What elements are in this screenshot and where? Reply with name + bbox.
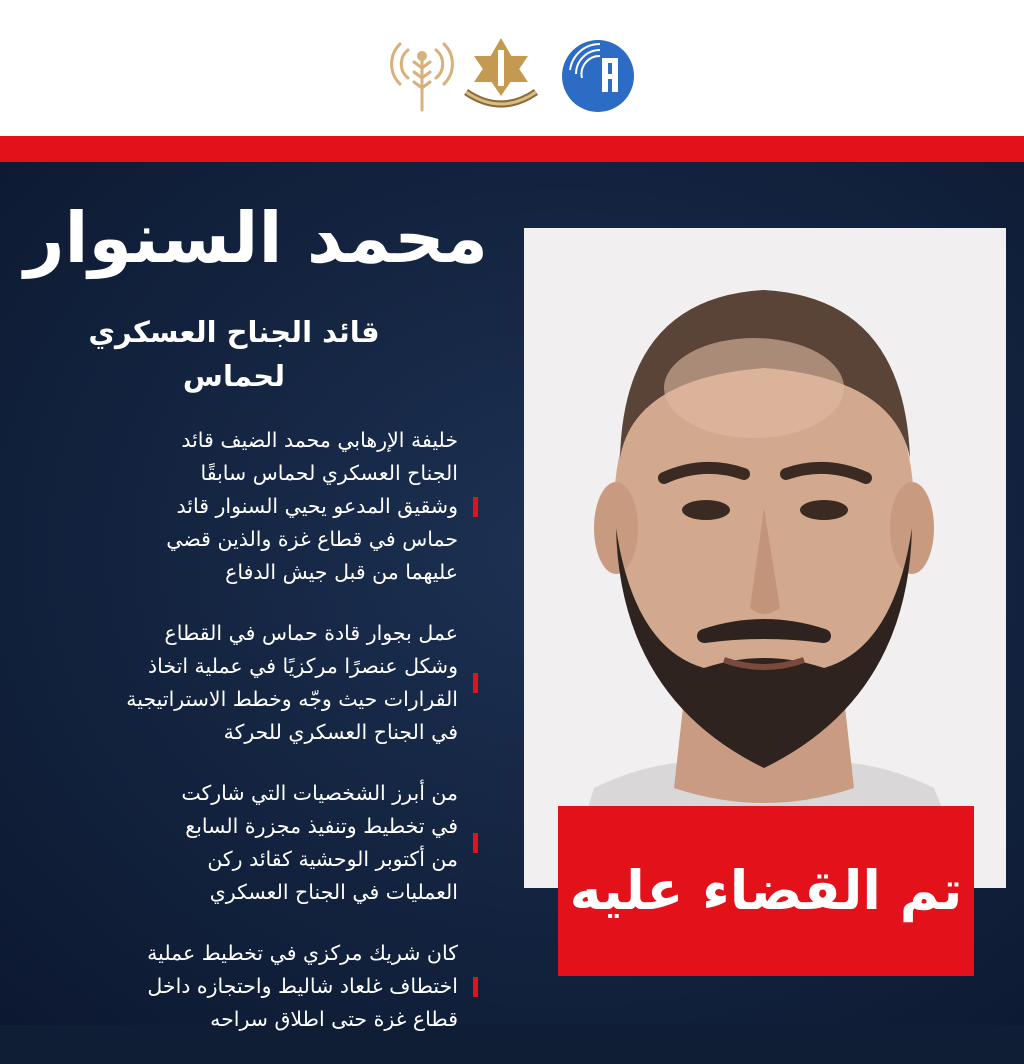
red-divider-bar: [0, 136, 1024, 162]
list-item: [18, 617, 458, 749]
bullet-text: خليفة الإرهابي محمد الضيف قائد الجناح العسكري لحماس سابقًا وشقيق المدعو يحيي السنوار قائد حماس في قطاع غزة والذين قضي عليهما من قبل جيش الدفاع: [166, 428, 458, 584]
portrait-photo: [524, 228, 1006, 888]
circular-logo: [560, 34, 636, 114]
list-item: [18, 937, 458, 1036]
bullet-text: من أبرز الشخصيات التي شاركت في تخطيط وتنفيذ مجزرة السابع من أكتوبر الوحشية كقائد ركن العمليات في الجناح العسكري: [181, 781, 458, 904]
red-bullet-marker: [473, 977, 478, 997]
radio-tower-wheat-icon: [386, 34, 458, 114]
idf-emblem: [458, 34, 544, 114]
red-bullet-marker: [473, 673, 478, 693]
radio-antenna-logo: [386, 34, 458, 114]
blue-circle-hebrew-wordmark-icon: [560, 34, 636, 114]
bullet-text: عمل بجوار قادة حماس في القطاع وشكل عنصرًا مركزيًا في عملية اتخاذ القرارات حيث وجّه وخطط الاستراتيجية في الجناح العسكري للحركة: [126, 621, 458, 744]
person-title: قائد الجناح العسكري لحماس: [88, 315, 380, 393]
status-badge-label: تم القضاء عليه: [569, 859, 963, 922]
list-item: [18, 777, 458, 909]
person-name: محمد السنوار: [24, 197, 488, 279]
bullet-text: كان شريك مركزي في تخطيط عملية اختطاف غلعاد شاليط واحتجازه داخل قطاع غزة حتى اطلاق سراحه: [147, 941, 458, 1031]
red-bullet-marker: [473, 497, 478, 517]
red-bullet-marker: [473, 833, 478, 853]
list-item: [18, 424, 458, 589]
bullet-list: [18, 424, 458, 1064]
portrait-illustration: [524, 228, 1006, 888]
star-of-david-sword-olive-branch-icon: [458, 34, 544, 114]
status-badge: [558, 806, 974, 976]
